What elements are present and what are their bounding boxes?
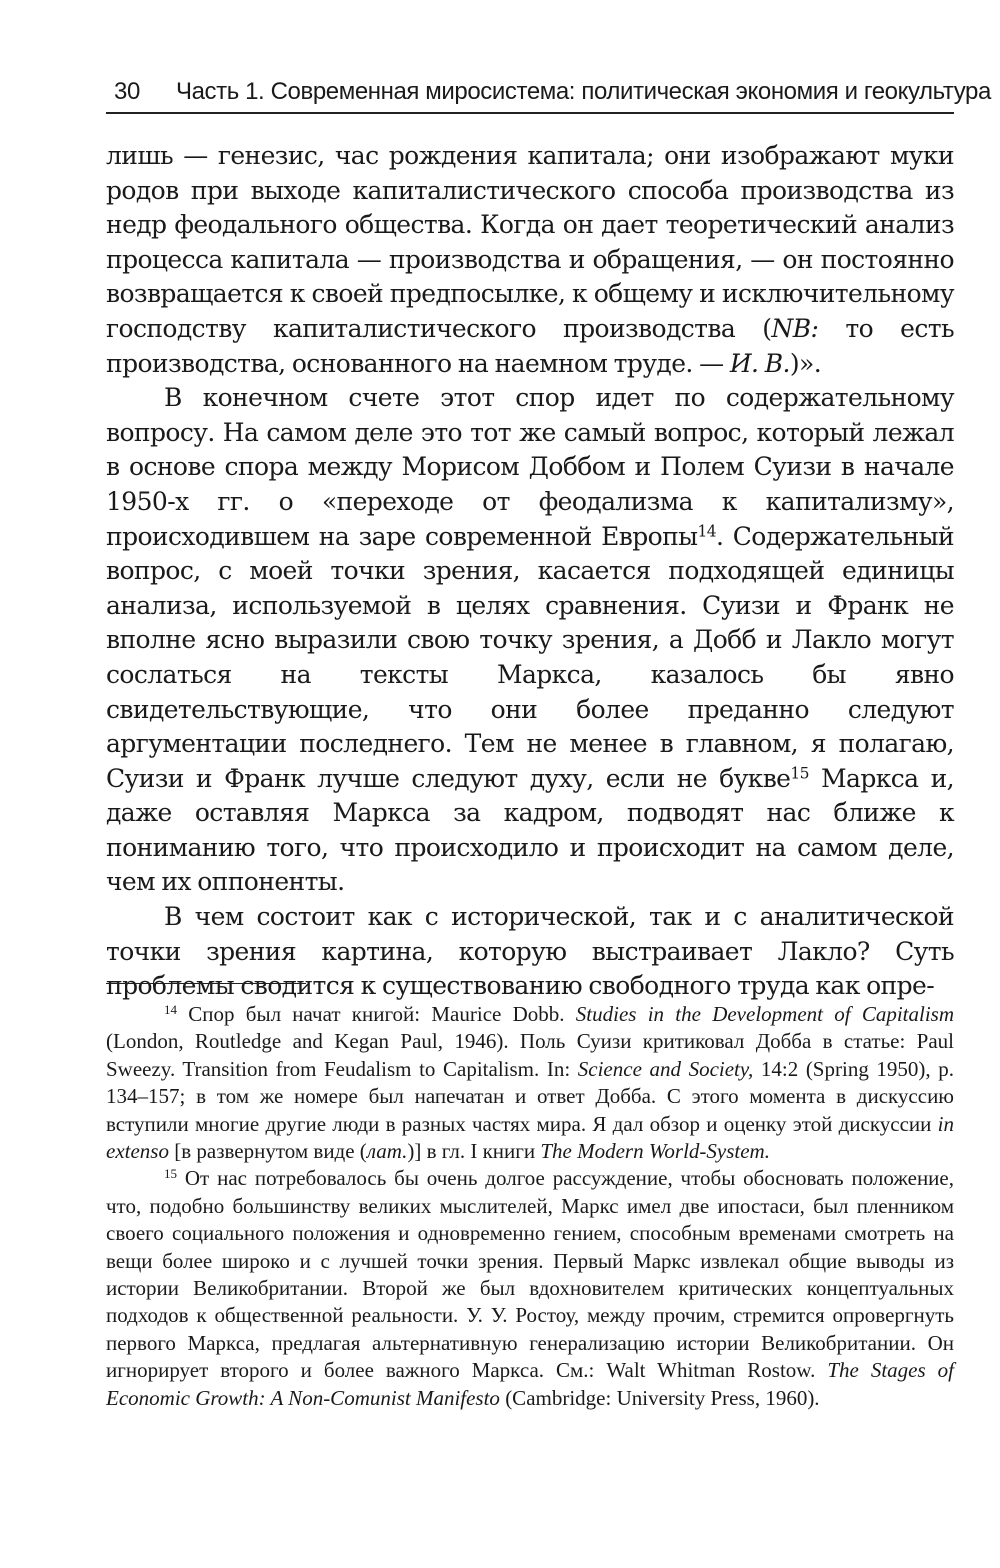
footnote-14-text-4: [в развернутом виде ( bbox=[168, 1139, 367, 1164]
footnote-14-text-5: )] в гл. I книги bbox=[407, 1139, 541, 1164]
footnote-14 bbox=[106, 1001, 954, 1165]
footnote-ref-14[interactable]: 14 bbox=[697, 522, 716, 541]
paragraph-3 bbox=[106, 900, 954, 1004]
running-header bbox=[106, 76, 991, 114]
footnote-separator bbox=[106, 983, 306, 984]
footnote-15-text-2: (Cambridge: University Press, 1960). bbox=[499, 1385, 820, 1410]
footnote-14-text-2: (London, Routledge and Kegan Paul, 1946). Поль Суизи критиковал Добба в статье: Paul Sweezy. Transition from Feudalism to Capitalism. In: bbox=[106, 1029, 954, 1081]
running-title: Часть 1. Современная миросистема: политическая экономия и геокультура bbox=[176, 78, 991, 105]
footnote-14-italic-2: Science and Society, bbox=[577, 1056, 754, 1081]
author-initials: И. В. bbox=[729, 348, 790, 378]
paragraph-1-text-2: то есть производства, основанного на наемном труде. — bbox=[106, 313, 954, 378]
footnote-14-italic-1: Studies in the Development of Capitalism bbox=[575, 1002, 955, 1026]
footnote-15-italic-1: The Stages of Economic Growth: A Non-Comunist Manifesto bbox=[106, 1358, 954, 1410]
footnote-15-number: 15 bbox=[164, 1166, 178, 1182]
page-number: 30 bbox=[114, 78, 140, 105]
footnote-15 bbox=[106, 1165, 954, 1412]
main-text bbox=[106, 139, 954, 1004]
footnote-14-italic-5: The Modern World-System. bbox=[540, 1139, 770, 1164]
paragraph-1-text: лишь — генезис, час рождения капитала; они изображают муки родов при выходе капиталистического способа производства из недр феодального общества. Когда он дает теоретический анализ процесса капитала — производства и обращения, — он постоянно возвращается к своей предпосылке, к общему и исключительному господству капиталистического производства ( bbox=[106, 141, 954, 343]
footnote-ref-15[interactable]: 15 bbox=[790, 764, 809, 783]
nb-italic: NB: bbox=[771, 313, 819, 343]
footnote-14-number: 14 bbox=[164, 1001, 178, 1017]
paragraph-3-text: В чем состоит как с исторической, так и с аналитической точки зрения картина, которую выстраивает Лакло? Суть проблемы сводится к существованию свободного труда как опре- bbox=[106, 902, 954, 1001]
paragraph-2-text-2: . Содержательный вопрос, с моей точки зрения, касается подходящей единицы анализа, используемой в целях сравнения. Суизи и Франк не вполне ясно выразили свою точку зрения, а Добб и Лакло могут сослаться на тексты Маркса, казалось бы явно свидетельствующие, что они более преданно следуют аргументации последнего. Тем не менее в главном, я полагаю, Суизи и Франк лучше следуют духу, если не букве bbox=[106, 521, 954, 793]
paragraph-2 bbox=[106, 381, 954, 900]
paragraph-2-text-3: Маркса и, даже оставляя Маркса за кадром, подводят нас ближе к пониманию того, что происходило и происходит на самом деле, чем их оппоненты. bbox=[106, 763, 955, 897]
paragraph-1 bbox=[106, 139, 954, 381]
footnotes bbox=[106, 1001, 954, 1412]
footnote-15-text: От нас потребовалось бы очень долгое рассуждение, чтобы обосновать положение, что, подобно большинству великих мыслителей, Маркс имел две ипостаси, был пленником своего социального положения и одновременно гением, способным временами смотреть на вещи более широко и с лучшей точки зрения. Первый Маркс извлекал общие выводы из истории Великобритании. Второй же был вдохновителем критических концептуальных подходов к общественной реальности. У. У. Ростоу, между прочим, стремится опровергнуть первого Маркса, предлагая альтернативную генерализацию истории Великобритании. Он игнорирует второго и более важного Маркса. См.: Walt Whitman Rostow. bbox=[106, 1166, 954, 1383]
paragraph-2-text: В конечном счете этот спор идет по содержательному вопросу. На самом деле это тот же самый вопрос, который лежал в основе спора между Морисом Доббом и Полем Суизи в начале 1950-х гг. о «переходе от феодализма к капитализму», происходившем на заре современной Европы bbox=[106, 383, 954, 551]
footnote-14-italic-4: лат. bbox=[366, 1139, 408, 1164]
footnote-14-text: Спор был начат книгой: Maurice Dobb. bbox=[177, 1002, 576, 1026]
footnote-14-text-3: 14:2 (Spring 1950), p. 134–157; в том же номере был напечатан и ответ Добба. С этого момента в дискуссию вступили многие другие люди в разных частях мира. Я дал обзор и оценку этой дискуссии bbox=[106, 1056, 954, 1136]
paragraph-1-text-3: )». bbox=[789, 348, 822, 378]
footnote-14-italic-3: in extenso bbox=[106, 1111, 954, 1164]
